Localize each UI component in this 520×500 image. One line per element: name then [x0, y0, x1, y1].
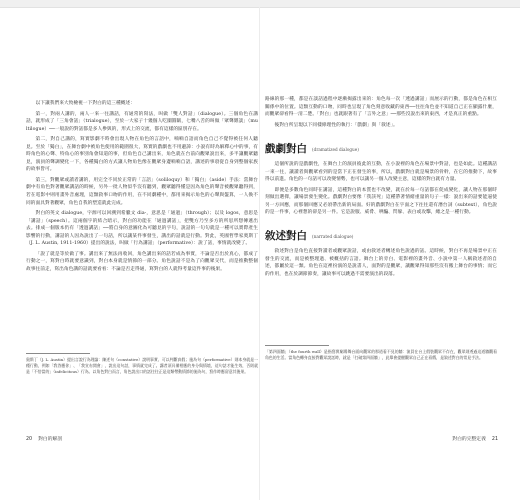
- left-paragraph-4: 第三，對觀眾或讀者講的，用完全不同於正常的「言語」（soliloquy）和「獨白」（aside）手法：當舞台劇中有角色對著觀眾講話的時候，另外一批人物似乎沒有聽到，觀眾聽得懂是因為角色的聲音被觀眾聽得到，若在電影中則用畫外音處理，這類敘事口吻的作用，在不同劇種中，都用來揭示角色的心聲與盤算，一人換不同的面具對著觀眾，角色自我的塑造就此完成。: [26, 177, 258, 206]
- left-footnote-rule: [26, 353, 90, 354]
- left-page-number: 20: [26, 437, 33, 442]
- section-title-dramatized: 戲劇對白: [265, 143, 307, 156]
- right-footer: [452, 436, 498, 444]
- dramatized-paragraph-2: 即便是多數角色同時在講話，這種對白的本質也不改變，就在於每一句話都在促成變化，讓人物在那個時刻做出選擇，讓場景發生變化。戲劇對白要像「我該死」這種帶著情緒重量的句子一樣：說出來的話要能逼使另一方回應，而那個回應又必須帶出新的局面。好的戲劇對白在字面之下往往還有潛台詞（subtext），角色說的是一件事，心裡想的卻是另一件。它是說服、威脅、哄騙、閃躲、表白或攻擊，總之是一種行動。: [265, 187, 497, 216]
- book-gutter: [259, 7, 260, 500]
- left-page: [26, 100, 258, 273]
- section-heading-dramatized: [265, 142, 497, 157]
- section-subtitle-dramatized: (dramatized dialogue): [312, 147, 359, 153]
- left-paragraph-1: 以下讓我們來大致檢視一下對白的這三種概述：: [35, 101, 135, 106]
- right-footnote: 「第四面牆」（the fourth wall）是指寫實劇場舞台面向觀眾的那道看不見的牆：演員在台上假裝觀眾不存在，觀眾則透過這道牆觀看角色的生活。當角色轉身直接對觀眾說話時，就是「打破第四面牆」，此舉會提醒觀眾自己正在看戲，是敘述對白的常見手法。: [265, 349, 497, 360]
- book-top-edge: [0, 0, 520, 8]
- left-paragraph-3: 第二，對自己講的，寫實影劇不時會出現人物在角色的言語中，喃喃自語而角色自己不覺得被任何人聽見。至於「獨白」，在舞台劇中被角色使用的範圍很大，寫實的戲劇也不用避諱：小說有時為解釋心中的事，有時角色的心聲、特角心的事別角會知道的事，但角色自己講出來，角色就在台前向觀眾說出來，多半讓觀眾聽見，演員的聲調變化一下，各種獨白的方式讓人物角色像在觀眾身邊喃喃自語，講述的事項從自身到整個家族的故事皆可。: [26, 137, 258, 173]
- right-footnote-rule: [265, 345, 329, 346]
- section-title-narrated: 敘述對白: [265, 230, 307, 243]
- right-intro-paragraph-2: 後對白所呈現以下同樣條理性的執行：「戲劇」與「敘述」。: [274, 122, 398, 128]
- section-heading-narrated: [265, 229, 497, 244]
- left-paragraph-6: 「說了就是等於做了事。講出來了無法再收回，角色講出來的話若成為事實，不論是否出於真心，都成了行動之一，寫對白時就要意識到，對白本身就是情節的一部分。角色說話不是為了向觀眾交代，而是推動整個故事往前走，寫出角色講的話就要看看：不論是否走得通，寫對白的人就得考量這件事的後果。: [26, 251, 258, 272]
- dramatized-paragraph-1: 這個所說的是戲劇性，在舞台上的演員彼此的互動，在小說裡的角色在場景中對話，也是如此。這種講話一來一往，讓讀者與觀眾看到的是當下正在發生的事，所以，戲劇對白就是場景的骨幹，在它的推動下，故事得以前進。角色的一句話可以改變情勢，也可以讓另一個人改變主意，這樣的對白就有力量。: [265, 162, 497, 183]
- left-footnote: 奧斯丁（J. L. Austin）提出言說行為理論：陳述句（constative）說明事實、可以判斷真假；施為句（performative）則本身就是一種行動，例如「我答應你」、「我宣布開會」，說出這句話，事情就完成了。講者須具備相應的身分與情境，這句話才能生效，否則就是「不恰當的」（infelicitous）行為。以角色對白而言，角色說出口的話往往正是這類帶動情節的施為句，寫作時應留意其後果。: [26, 357, 258, 374]
- left-footer: [26, 436, 62, 444]
- section-subtitle-narrated: (narrated dialogue): [312, 234, 354, 240]
- right-intro-paragraph: 路線的那一種，都是在談話過程中逐漸揭露出來的：角色每一次「透過講話」而展示的行動，都是角色在相互關係中的位置。這類互動的口吻，同時也呈現了角色刻意收藏的東西──往往角色並不知道自己正在顯露什麼，而觀眾卻看得一清二楚。「對白」也就跟著有了「言外之意」──那些沒說出來的東西，才是真正的重點。: [265, 97, 497, 118]
- narrated-paragraph-1: 敘述對白是角色直接對讀者或觀眾說話，或由敘述者轉述角色說過的話。這時候，對白不再是場景中正在發生的交流，而是被整理過、被概括的言語。舞台上的旁白、電影裡的畫外音、小說中第一人稱敘述者的自述，都屬於這一類。角色在這裡扮演的是說書人，面對的是觀眾，讓觀眾得知那些沒有搬上舞台的事情；而它的作用，也在於調節節奏，讓故事可以跳過不需要演出的段落。: [265, 249, 497, 277]
- right-running-title: 對白的完整定義: [452, 437, 486, 442]
- left-running-title: 對白的解剖: [38, 437, 63, 442]
- left-paragraph-2: 第一，對兩人講的，兩人一來一往講話，有通常的寫法，叫做「雙人對話」（dialogue）。三個角色在講話，就形成了「三角會話」（trialogue），至於一大家子十幾個人吃團圓飯，七嘴八舌的叫做「眾聲雜談」（multilogue）──一般說的對話都是多人參與的，形式上的交流，都有這樣的區別存在。: [26, 111, 258, 132]
- right-page: [265, 96, 497, 278]
- right-page-number: 21: [491, 437, 498, 442]
- left-paragraph-5: 對白的英文 dialogue，字源可以回溯到希臘文 dia-，意思是「通過」（through）；以及 logos，意思是「講話」（speech）。這兩個字的結合暗示，對白的功能在「通過講話」，把雙方乃至多方的所思所想傳遞出去。排成一個版本仍有「透過講話」──將自身的意圖化為可聽見的字句，說話的一句句就是一種可以實際產生影響的行動，講話的人因為說出了一句話，所以讓某件事發生，講出的話就是行動。對此，英國哲學家奧斯丁（J. L. Austin, 1911-1960）提出的說法，叫做「行為講話」（performative）：說了話，事情就改變了。: [26, 211, 258, 247]
